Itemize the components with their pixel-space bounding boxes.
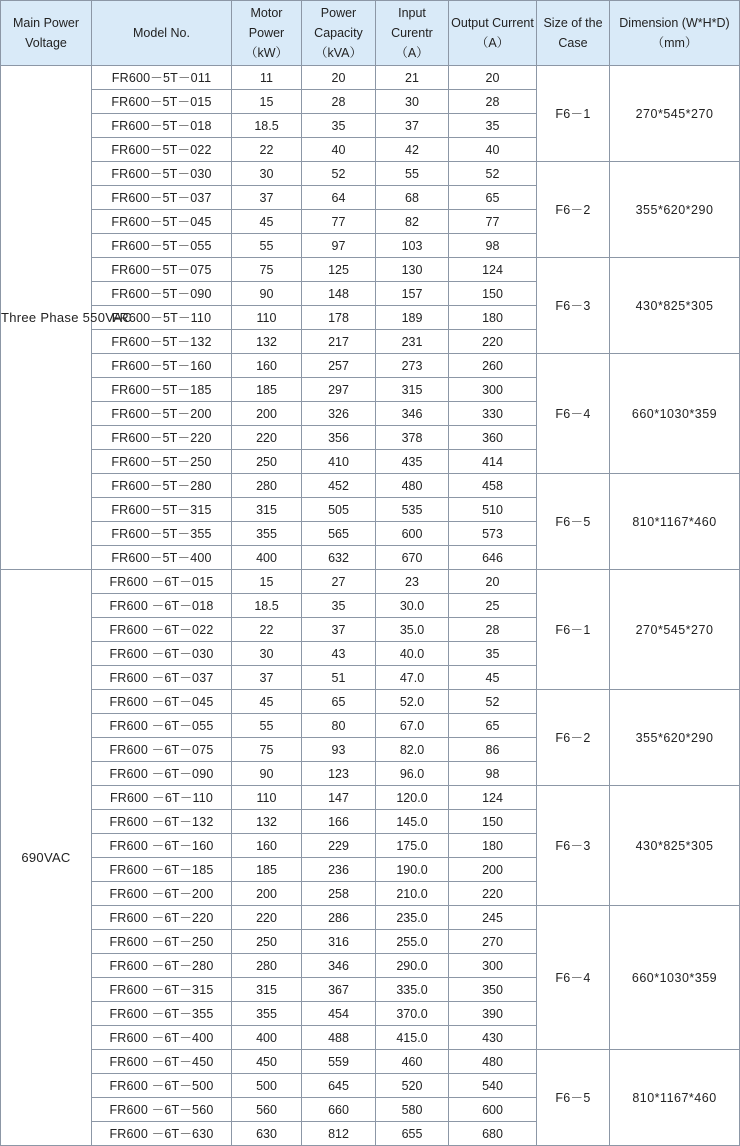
input-current-cell: 82 [376,210,449,234]
model-cell: FR600 －6T－400 [92,1026,232,1050]
input-current-cell: 346 [376,402,449,426]
table-row [1,258,740,282]
dimension-cell: 660*1030*359 [610,354,740,474]
output-current-cell: 680 [449,1122,537,1146]
model-cell: FR600 －6T－280 [92,954,232,978]
power-capacity-cell: 812 [302,1122,376,1146]
header-model: Model No. [92,1,232,66]
output-current-cell: 390 [449,1002,537,1026]
model-cell: FR600－5T－132 [92,330,232,354]
dimension-cell: 355*620*290 [610,690,740,786]
header-case-size: Size of the Case [537,1,610,66]
output-current-cell: 98 [449,762,537,786]
motor-power-cell: 110 [232,786,302,810]
input-current-cell: 460 [376,1050,449,1074]
power-capacity-cell: 35 [302,594,376,618]
case-size-cell: F6－4 [537,906,610,1050]
output-current-cell: 260 [449,354,537,378]
model-cell: FR600 －6T－560 [92,1098,232,1122]
power-capacity-cell: 326 [302,402,376,426]
motor-power-cell: 45 [232,690,302,714]
model-cell: FR600－5T－250 [92,450,232,474]
input-current-cell: 520 [376,1074,449,1098]
model-cell: FR600 －6T－132 [92,810,232,834]
input-current-cell: 655 [376,1122,449,1146]
power-capacity-cell: 97 [302,234,376,258]
header-dimension: Dimension (W*H*D) （mm） [610,1,740,66]
output-current-cell: 220 [449,882,537,906]
power-capacity-cell: 217 [302,330,376,354]
dimension-cell: 430*825*305 [610,258,740,354]
power-capacity-cell: 286 [302,906,376,930]
input-current-cell: 37 [376,114,449,138]
output-current-cell: 573 [449,522,537,546]
model-cell: FR600 －6T－200 [92,882,232,906]
output-current-cell: 270 [449,930,537,954]
model-cell: FR600－5T－355 [92,522,232,546]
table-row [1,66,740,90]
output-current-cell: 600 [449,1098,537,1122]
motor-power-cell: 90 [232,282,302,306]
voltage-cell: 690VAC [1,570,92,1146]
motor-power-cell: 37 [232,186,302,210]
power-capacity-cell: 52 [302,162,376,186]
output-current-cell: 540 [449,1074,537,1098]
output-current-cell: 77 [449,210,537,234]
power-capacity-cell: 125 [302,258,376,282]
input-current-cell: 23 [376,570,449,594]
power-capacity-cell: 43 [302,642,376,666]
power-capacity-cell: 367 [302,978,376,1002]
input-current-cell: 315 [376,378,449,402]
power-capacity-cell: 257 [302,354,376,378]
input-current-cell: 103 [376,234,449,258]
output-current-cell: 35 [449,114,537,138]
input-current-cell: 21 [376,66,449,90]
table-row [1,1050,740,1074]
output-current-cell: 65 [449,186,537,210]
output-current-cell: 28 [449,90,537,114]
input-current-cell: 435 [376,450,449,474]
model-cell: FR600－5T－045 [92,210,232,234]
model-cell: FR600－5T－011 [92,66,232,90]
input-current-cell: 68 [376,186,449,210]
model-cell: FR600 －6T－185 [92,858,232,882]
power-capacity-cell: 297 [302,378,376,402]
input-current-cell: 130 [376,258,449,282]
motor-power-cell: 315 [232,978,302,1002]
model-cell: FR600 －6T－045 [92,690,232,714]
output-current-cell: 150 [449,282,537,306]
case-size-cell: F6－2 [537,162,610,258]
model-cell: FR600 －6T－055 [92,714,232,738]
power-capacity-cell: 316 [302,930,376,954]
motor-power-cell: 132 [232,810,302,834]
dimension-cell: 270*545*270 [610,66,740,162]
motor-power-cell: 15 [232,570,302,594]
motor-power-cell: 18.5 [232,114,302,138]
model-cell: FR600 －6T－075 [92,738,232,762]
model-cell: FR600 －6T－450 [92,1050,232,1074]
motor-power-cell: 22 [232,138,302,162]
power-capacity-cell: 27 [302,570,376,594]
power-capacity-cell: 40 [302,138,376,162]
dimension-cell: 810*1167*460 [610,1050,740,1146]
output-current-cell: 458 [449,474,537,498]
case-size-cell: F6－1 [537,66,610,162]
power-capacity-cell: 77 [302,210,376,234]
motor-power-cell: 185 [232,858,302,882]
dimension-cell: 270*545*270 [610,570,740,690]
case-size-cell: F6－5 [537,474,610,570]
case-size-cell: F6－4 [537,354,610,474]
model-cell: FR600 －6T－030 [92,642,232,666]
model-cell: FR600－5T－090 [92,282,232,306]
model-cell: FR600－5T－400 [92,546,232,570]
motor-power-cell: 200 [232,402,302,426]
output-current-cell: 245 [449,906,537,930]
header-motor-power: Motor Power （kW） [232,1,302,66]
input-current-cell: 67.0 [376,714,449,738]
power-capacity-cell: 123 [302,762,376,786]
case-size-cell: F6－1 [537,570,610,690]
motor-power-cell: 400 [232,1026,302,1050]
model-cell: FR600 －6T－015 [92,570,232,594]
model-cell: FR600 －6T－220 [92,906,232,930]
table-header [1,1,740,66]
output-current-cell: 86 [449,738,537,762]
motor-power-cell: 185 [232,378,302,402]
input-current-cell: 670 [376,546,449,570]
input-current-cell: 30 [376,90,449,114]
power-capacity-cell: 64 [302,186,376,210]
input-current-cell: 120.0 [376,786,449,810]
case-size-cell: F6－2 [537,690,610,786]
motor-power-cell: 55 [232,714,302,738]
power-capacity-cell: 505 [302,498,376,522]
voltage-cell: Three Phase 550VAC [1,66,92,570]
power-capacity-cell: 80 [302,714,376,738]
motor-power-cell: 160 [232,354,302,378]
motor-power-cell: 30 [232,162,302,186]
motor-power-cell: 75 [232,738,302,762]
output-current-cell: 28 [449,618,537,642]
input-current-cell: 210.0 [376,882,449,906]
power-capacity-cell: 488 [302,1026,376,1050]
input-current-cell: 175.0 [376,834,449,858]
model-cell: FR600－5T－160 [92,354,232,378]
motor-power-cell: 280 [232,474,302,498]
model-cell: FR600 －6T－315 [92,978,232,1002]
power-capacity-cell: 452 [302,474,376,498]
input-current-cell: 35.0 [376,618,449,642]
model-cell: FR600 －6T－022 [92,618,232,642]
input-current-cell: 190.0 [376,858,449,882]
motor-power-cell: 30 [232,642,302,666]
input-current-cell: 535 [376,498,449,522]
model-cell: FR600－5T－075 [92,258,232,282]
power-capacity-cell: 645 [302,1074,376,1098]
output-current-cell: 20 [449,66,537,90]
input-current-cell: 415.0 [376,1026,449,1050]
model-cell: FR600－5T－280 [92,474,232,498]
output-current-cell: 52 [449,162,537,186]
output-current-cell: 350 [449,978,537,1002]
motor-power-cell: 75 [232,258,302,282]
model-cell: FR600－5T－022 [92,138,232,162]
output-current-cell: 52 [449,690,537,714]
table-body [1,66,740,1146]
motor-power-cell: 630 [232,1122,302,1146]
motor-power-cell: 15 [232,90,302,114]
model-cell: FR600－5T－015 [92,90,232,114]
motor-power-cell: 11 [232,66,302,90]
input-current-cell: 255.0 [376,930,449,954]
power-capacity-cell: 51 [302,666,376,690]
model-cell: FR600－5T－030 [92,162,232,186]
input-current-cell: 480 [376,474,449,498]
model-cell: FR600－5T－110 [92,306,232,330]
model-cell: FR600－5T－037 [92,186,232,210]
motor-power-cell: 280 [232,954,302,978]
model-cell: FR600－5T－055 [92,234,232,258]
case-size-cell: F6－3 [537,786,610,906]
model-cell: FR600 －6T－630 [92,1122,232,1146]
output-current-cell: 200 [449,858,537,882]
table-row [1,690,740,714]
output-current-cell: 480 [449,1050,537,1074]
model-cell: FR600－5T－315 [92,498,232,522]
power-capacity-cell: 20 [302,66,376,90]
power-capacity-cell: 632 [302,546,376,570]
header-power-capacity: Power Capacity （kVA） [302,1,376,66]
motor-power-cell: 355 [232,522,302,546]
input-current-cell: 40.0 [376,642,449,666]
power-capacity-cell: 258 [302,882,376,906]
input-current-cell: 96.0 [376,762,449,786]
output-current-cell: 430 [449,1026,537,1050]
input-current-cell: 378 [376,426,449,450]
input-current-cell: 231 [376,330,449,354]
input-current-cell: 157 [376,282,449,306]
motor-power-cell: 55 [232,234,302,258]
input-current-cell: 145.0 [376,810,449,834]
output-current-cell: 414 [449,450,537,474]
header-output-current: Output Current （A） [449,1,537,66]
motor-power-cell: 110 [232,306,302,330]
power-capacity-cell: 229 [302,834,376,858]
power-capacity-cell: 28 [302,90,376,114]
output-current-cell: 180 [449,834,537,858]
input-current-cell: 580 [376,1098,449,1122]
output-current-cell: 220 [449,330,537,354]
motor-power-cell: 400 [232,546,302,570]
power-capacity-cell: 147 [302,786,376,810]
model-cell: FR600－5T－185 [92,378,232,402]
model-cell: FR600－5T－018 [92,114,232,138]
model-cell: FR600 －6T－090 [92,762,232,786]
output-current-cell: 300 [449,378,537,402]
input-current-cell: 235.0 [376,906,449,930]
output-current-cell: 25 [449,594,537,618]
motor-power-cell: 200 [232,882,302,906]
power-capacity-cell: 178 [302,306,376,330]
model-cell: FR600－5T－200 [92,402,232,426]
table-row [1,570,740,594]
output-current-cell: 180 [449,306,537,330]
motor-power-cell: 250 [232,930,302,954]
power-capacity-cell: 346 [302,954,376,978]
dimension-cell: 660*1030*359 [610,906,740,1050]
model-cell: FR600 －6T－160 [92,834,232,858]
input-current-cell: 370.0 [376,1002,449,1026]
motor-power-cell: 560 [232,1098,302,1122]
input-current-cell: 335.0 [376,978,449,1002]
motor-power-cell: 22 [232,618,302,642]
output-current-cell: 510 [449,498,537,522]
motor-power-cell: 45 [232,210,302,234]
output-current-cell: 45 [449,666,537,690]
output-current-cell: 150 [449,810,537,834]
output-current-cell: 360 [449,426,537,450]
power-capacity-cell: 565 [302,522,376,546]
motor-power-cell: 220 [232,906,302,930]
input-current-cell: 30.0 [376,594,449,618]
output-current-cell: 35 [449,642,537,666]
input-current-cell: 47.0 [376,666,449,690]
output-current-cell: 65 [449,714,537,738]
power-capacity-cell: 35 [302,114,376,138]
model-cell: FR600 －6T－037 [92,666,232,690]
case-size-cell: F6－3 [537,258,610,354]
power-capacity-cell: 356 [302,426,376,450]
motor-power-cell: 18.5 [232,594,302,618]
header-voltage: Main Power Voltage [1,1,92,66]
input-current-cell: 600 [376,522,449,546]
model-cell: FR600 －6T－250 [92,930,232,954]
motor-power-cell: 220 [232,426,302,450]
table-row [1,786,740,810]
power-capacity-cell: 236 [302,858,376,882]
input-current-cell: 55 [376,162,449,186]
input-current-cell: 273 [376,354,449,378]
motor-power-cell: 160 [232,834,302,858]
motor-power-cell: 37 [232,666,302,690]
table-row [1,162,740,186]
output-current-cell: 20 [449,570,537,594]
power-capacity-cell: 660 [302,1098,376,1122]
model-cell: FR600 －6T－500 [92,1074,232,1098]
dimension-cell: 430*825*305 [610,786,740,906]
power-capacity-cell: 37 [302,618,376,642]
power-capacity-cell: 166 [302,810,376,834]
case-size-cell: F6－5 [537,1050,610,1146]
header-input-current: Input Curentr （A） [376,1,449,66]
power-capacity-cell: 454 [302,1002,376,1026]
motor-power-cell: 500 [232,1074,302,1098]
motor-power-cell: 250 [232,450,302,474]
power-capacity-cell: 93 [302,738,376,762]
motor-power-cell: 355 [232,1002,302,1026]
power-capacity-cell: 559 [302,1050,376,1074]
power-capacity-cell: 410 [302,450,376,474]
model-cell: FR600 －6T－018 [92,594,232,618]
dimension-cell: 355*620*290 [610,162,740,258]
power-capacity-cell: 65 [302,690,376,714]
model-cell: FR600 －6T－110 [92,786,232,810]
header-row [1,1,740,66]
table-row [1,354,740,378]
output-current-cell: 330 [449,402,537,426]
output-current-cell: 40 [449,138,537,162]
power-capacity-cell: 148 [302,282,376,306]
dimension-cell: 810*1167*460 [610,474,740,570]
output-current-cell: 124 [449,786,537,810]
output-current-cell: 124 [449,258,537,282]
motor-power-cell: 132 [232,330,302,354]
input-current-cell: 52.0 [376,690,449,714]
output-current-cell: 300 [449,954,537,978]
model-cell: FR600－5T－220 [92,426,232,450]
motor-power-cell: 90 [232,762,302,786]
motor-power-cell: 315 [232,498,302,522]
table-row [1,906,740,930]
input-current-cell: 82.0 [376,738,449,762]
table-row [1,474,740,498]
input-current-cell: 42 [376,138,449,162]
motor-power-cell: 450 [232,1050,302,1074]
output-current-cell: 646 [449,546,537,570]
input-current-cell: 290.0 [376,954,449,978]
output-current-cell: 98 [449,234,537,258]
input-current-cell: 189 [376,306,449,330]
model-cell: FR600 －6T－355 [92,1002,232,1026]
